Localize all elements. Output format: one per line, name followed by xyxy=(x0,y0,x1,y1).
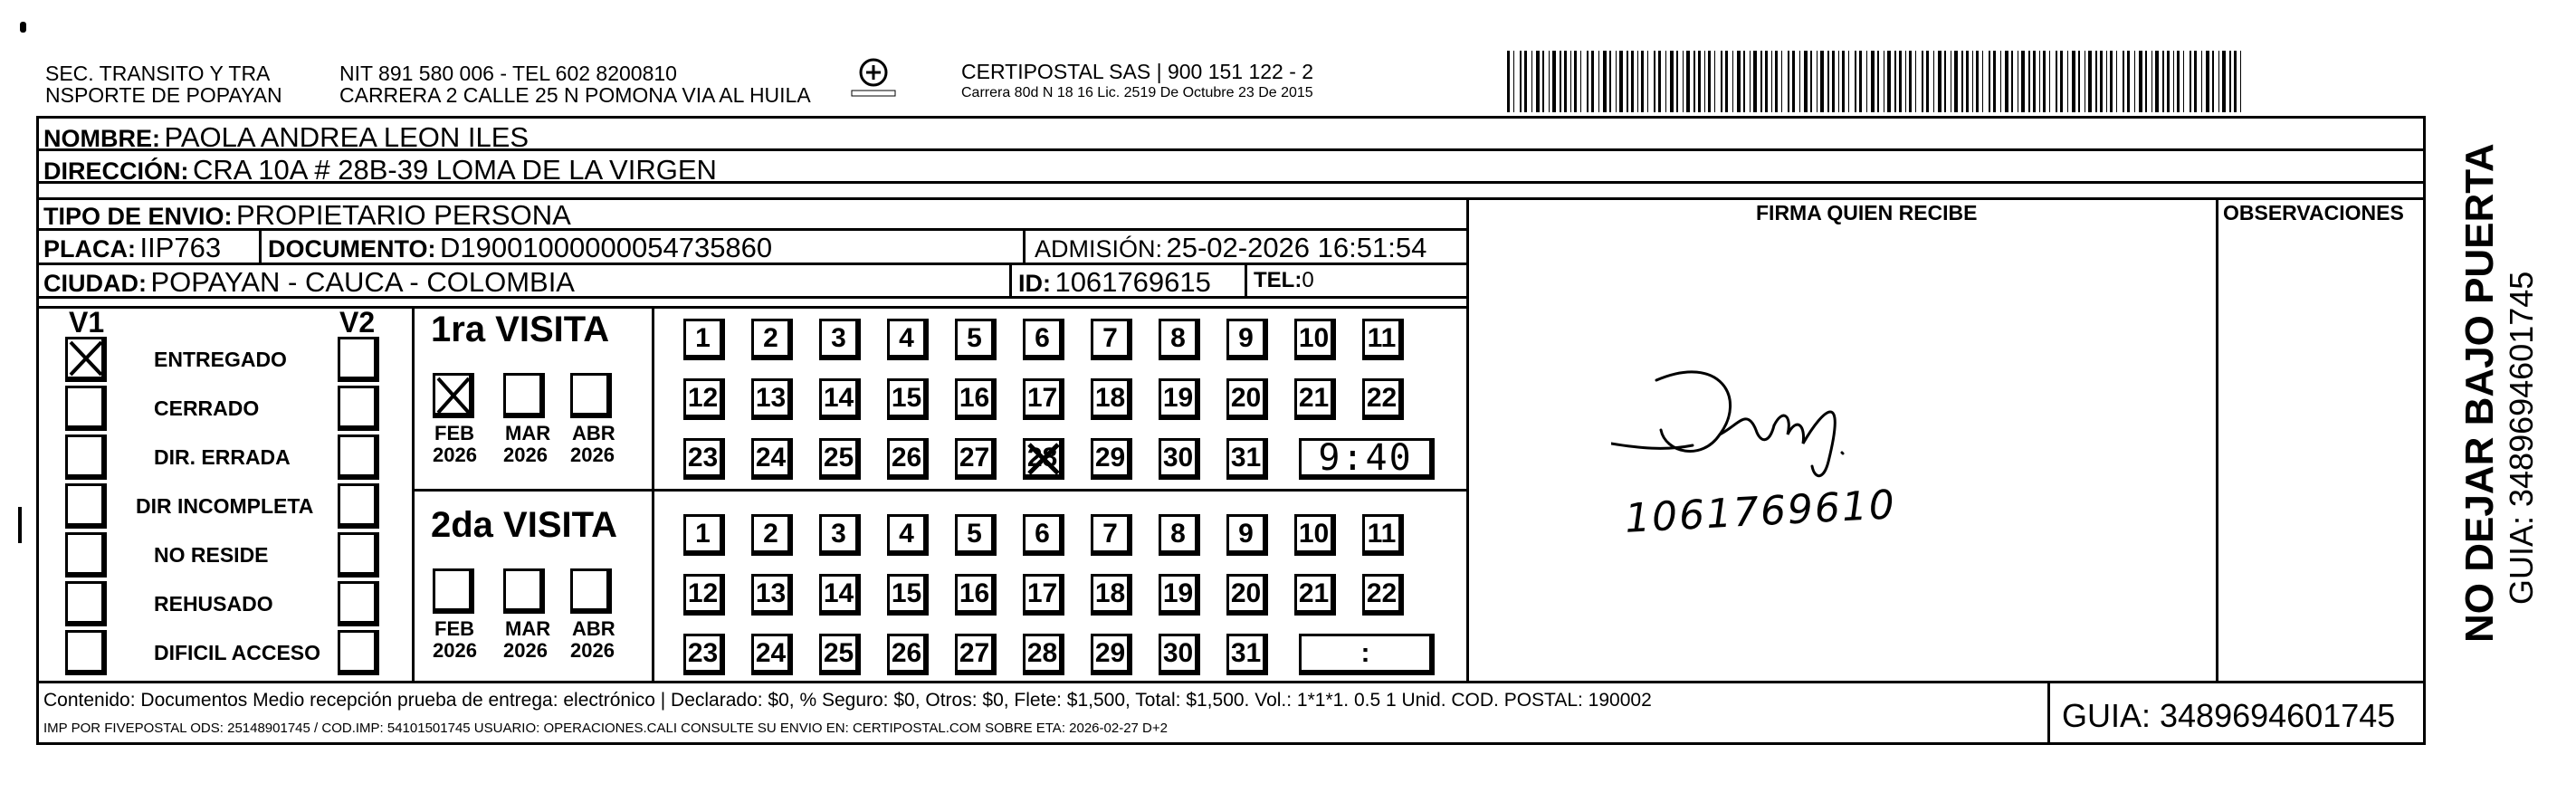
day-box[interactable]: 22 xyxy=(1362,378,1404,420)
day-box[interactable]: 14 xyxy=(819,378,861,420)
footer-contenido: Contenido: Documentos Medio recepción prueba de entrega: electrónico | Declarado: $0, % Seguro: $0, Otros: $0, Flete: $1,500, Total: $1,500. Vol.: 1*1*1. 0.5 1 Unid. COD. POSTAL: 190002 xyxy=(43,690,1652,711)
day-box[interactable]: 30 xyxy=(1159,634,1200,675)
day-box[interactable]: 29 xyxy=(1091,634,1132,675)
day-box[interactable]: 12 xyxy=(683,378,725,420)
side-warning: NO DEJAR BAJO PUERTA xyxy=(2457,143,2502,643)
status-option-label: NO RESIDE xyxy=(154,543,269,567)
day-box[interactable]: 11 xyxy=(1362,514,1404,556)
day-box[interactable]: 7 xyxy=(1091,319,1132,360)
placa-field xyxy=(43,232,221,264)
month-checkbox[interactable] xyxy=(503,568,545,614)
v2-checkbox[interactable] xyxy=(338,337,379,382)
day-box[interactable]: 4 xyxy=(887,319,929,360)
v1-checkbox[interactable] xyxy=(65,581,107,626)
day-box[interactable]: 2 xyxy=(751,319,793,360)
month-label: MAR xyxy=(505,422,551,444)
logo-icon xyxy=(846,54,901,101)
v1-checkbox[interactable] xyxy=(65,386,107,431)
day-box[interactable]: 26 xyxy=(887,438,929,480)
month-label: ABR xyxy=(572,422,615,444)
v1-label: V1 xyxy=(69,306,105,339)
nombre-row xyxy=(43,121,529,154)
day-box[interactable]: 17 xyxy=(1023,574,1064,616)
nombre-label: NOMBRE: xyxy=(43,125,160,152)
month-label: MAR xyxy=(505,617,551,640)
placa-label: PLACA: xyxy=(43,235,136,263)
stray-mark xyxy=(20,22,26,33)
year-label: 2026 xyxy=(433,444,477,466)
documento-label: DOCUMENTO: xyxy=(268,235,436,263)
ciudad-value: POPAYAN - CAUCA - COLOMBIA xyxy=(150,266,575,298)
v2-checkbox[interactable] xyxy=(338,581,379,626)
v1-checkbox[interactable] xyxy=(65,434,107,480)
day-box[interactable]: 20 xyxy=(1226,574,1268,616)
day-box[interactable]: 13 xyxy=(751,574,793,616)
day-box[interactable]: 29 xyxy=(1091,438,1132,480)
v2-label: V2 xyxy=(339,306,376,339)
admision-label: ADMISIÓN: xyxy=(1035,235,1163,263)
month-checkbox[interactable] xyxy=(570,568,612,614)
day-box[interactable]: 15 xyxy=(887,378,929,420)
month-checkbox[interactable] xyxy=(433,373,474,418)
day-box[interactable]: 19 xyxy=(1159,574,1200,616)
v1-checkbox[interactable] xyxy=(65,483,107,529)
day-box[interactable]: 23 xyxy=(683,438,725,480)
v2-checkbox[interactable] xyxy=(338,630,379,675)
day-box[interactable]: 3 xyxy=(819,319,861,360)
documento-value: D19001000000054735860 xyxy=(439,232,773,263)
org-line-2: NSPORTE DE POPAYAN xyxy=(45,83,282,107)
handwritten-id: 1061769610 xyxy=(1623,482,1898,542)
admision-value: 25-02-2026 16:51:54 xyxy=(1166,232,1427,263)
month-checkbox[interactable] xyxy=(503,373,545,418)
address-line: CARRERA 2 CALLE 25 N POMONA VIA AL HUILA xyxy=(339,83,811,107)
day-box[interactable]: 16 xyxy=(955,574,997,616)
direccion-label: DIRECCIÓN: xyxy=(43,158,189,185)
ciudad-field xyxy=(43,266,575,299)
v2-checkbox[interactable] xyxy=(338,434,379,480)
day-box[interactable]: 27 xyxy=(955,438,997,480)
time-box[interactable]: 9:40 xyxy=(1299,438,1435,480)
v2-checkbox[interactable] xyxy=(338,532,379,578)
nit-line: NIT 891 580 006 - TEL 602 8200810 xyxy=(339,62,677,85)
year-label: 2026 xyxy=(503,444,548,466)
day-box[interactable]: 8 xyxy=(1159,319,1200,360)
day-box[interactable]: 12 xyxy=(683,574,725,616)
day-box[interactable]: 3 xyxy=(819,514,861,556)
day-box[interactable]: 19 xyxy=(1159,378,1200,420)
day-box[interactable]: 10 xyxy=(1294,319,1336,360)
day-box[interactable]: 11 xyxy=(1362,319,1404,360)
signature-icon xyxy=(1611,344,1928,498)
side-guia: GUIA: 3489694601745 xyxy=(2503,271,2540,605)
day-box[interactable]: 24 xyxy=(751,438,793,480)
firma-header: FIRMA QUIEN RECIBE xyxy=(1756,201,1978,224)
day-box[interactable]: 9 xyxy=(1226,319,1268,360)
day-box[interactable]: 8 xyxy=(1159,514,1200,556)
year-label: 2026 xyxy=(570,444,615,466)
visit2-title: 2da VISITA xyxy=(431,505,617,545)
day-box[interactable]: 20 xyxy=(1226,378,1268,420)
day-box[interactable]: 4 xyxy=(887,514,929,556)
courier-line: CERTIPOSTAL SAS | 900 151 122 - 2 xyxy=(961,60,1314,83)
barcode-icon xyxy=(1507,51,2245,112)
observaciones-header: OBSERVACIONES xyxy=(2223,201,2404,224)
org-line-1: SEC. TRANSITO Y TRA xyxy=(45,62,271,85)
day-box[interactable]: 30 xyxy=(1159,438,1200,480)
day-box[interactable]: 5 xyxy=(955,514,997,556)
day-box[interactable]: 28 xyxy=(1023,634,1064,675)
ciudad-label: CIUDAD: xyxy=(43,270,147,297)
day-box[interactable]: 26 xyxy=(887,634,929,675)
month-checkbox[interactable] xyxy=(570,373,612,418)
day-box[interactable]: 5 xyxy=(955,319,997,360)
year-label: 2026 xyxy=(433,639,477,662)
footer-guia-box: GUIA: 3489694601745 xyxy=(2062,697,2396,734)
id-label: ID: xyxy=(1018,270,1051,297)
day-box[interactable]: 22 xyxy=(1362,574,1404,616)
day-box[interactable]: 21 xyxy=(1294,574,1336,616)
day-box[interactable]: 9 xyxy=(1226,514,1268,556)
v2-checkbox[interactable] xyxy=(338,483,379,529)
year-label: 2026 xyxy=(503,639,548,662)
v1-checkbox[interactable] xyxy=(65,630,107,675)
tipo-label: TIPO DE ENVIO: xyxy=(43,203,233,230)
day-box[interactable]: 6 xyxy=(1023,514,1064,556)
v2-checkbox[interactable] xyxy=(338,386,379,431)
day-box[interactable]: 23 xyxy=(683,634,725,675)
status-option-label: DIR. ERRADA xyxy=(154,445,291,469)
day-box[interactable]: 25 xyxy=(819,438,861,480)
day-box[interactable]: 13 xyxy=(751,378,793,420)
placa-value: IIP763 xyxy=(139,232,222,263)
status-option-label: ENTREGADO xyxy=(154,348,287,371)
direccion-row xyxy=(43,154,717,186)
day-box[interactable]: 7 xyxy=(1091,514,1132,556)
id-value: 1061769615 xyxy=(1054,266,1211,298)
id-field xyxy=(1018,266,1211,299)
year-label: 2026 xyxy=(570,639,615,662)
time-box[interactable]: : xyxy=(1299,634,1435,675)
day-box[interactable]: 15 xyxy=(887,574,929,616)
day-box[interactable]: 28 xyxy=(1023,438,1064,480)
day-box[interactable]: 31 xyxy=(1226,438,1268,480)
day-box[interactable]: 18 xyxy=(1091,574,1132,616)
day-box[interactable]: 21 xyxy=(1294,378,1336,420)
nombre-value: PAOLA ANDREA LEON ILES xyxy=(164,121,530,153)
day-box[interactable]: 18 xyxy=(1091,378,1132,420)
day-box[interactable]: 1 xyxy=(683,319,725,360)
day-box[interactable]: 2 xyxy=(751,514,793,556)
day-box[interactable]: 24 xyxy=(751,634,793,675)
v1-checkbox[interactable] xyxy=(65,532,107,578)
day-box[interactable]: 1 xyxy=(683,514,725,556)
tipo-row xyxy=(43,199,571,232)
direccion-value: CRA 10A # 28B-39 LOMA DE LA VIRGEN xyxy=(192,154,717,186)
day-box[interactable]: 17 xyxy=(1023,378,1064,420)
visit1-title: 1ra VISITA xyxy=(431,310,610,349)
footer-imp-line: IMP POR FIVEPOSTAL ODS: 25148901745 / COD.IMP: 54101501745 USUARIO: OPERACIONES.CALI CONSULTE SU ENVIO EN: CERTIPOSTAL.COM SOBRE ETA: 2026-02-27 D+2 xyxy=(43,721,1168,736)
status-option-label: CERRADO xyxy=(154,396,260,420)
month-checkbox[interactable] xyxy=(433,568,474,614)
status-option-label: DIR INCOMPLETA xyxy=(136,494,314,518)
month-label: FEB xyxy=(434,617,474,640)
tel-label: TEL: xyxy=(1254,268,1302,292)
day-box[interactable]: 16 xyxy=(955,378,997,420)
tipo-value: PROPIETARIO PERSONA xyxy=(235,199,571,231)
tel-field xyxy=(1254,268,1314,293)
courier-sub: Carrera 80d N 18 16 Lic. 2519 De Octubre 23 De 2015 xyxy=(961,85,1313,100)
day-box[interactable]: 14 xyxy=(819,574,861,616)
tel-value: 0 xyxy=(1302,268,1314,292)
month-label: FEB xyxy=(434,422,474,444)
day-box[interactable]: 6 xyxy=(1023,319,1064,360)
status-option-label: REHUSADO xyxy=(154,592,273,616)
admision-field xyxy=(1035,232,1426,264)
status-option-label: DIFICIL ACCESO xyxy=(154,641,321,664)
stray-mark xyxy=(18,507,22,543)
v1-checkbox[interactable] xyxy=(65,337,107,382)
day-box[interactable]: 27 xyxy=(955,634,997,675)
documento-field xyxy=(268,232,772,264)
day-box[interactable]: 10 xyxy=(1294,514,1336,556)
day-box[interactable]: 31 xyxy=(1226,634,1268,675)
month-label: ABR xyxy=(572,617,615,640)
day-box[interactable]: 25 xyxy=(819,634,861,675)
